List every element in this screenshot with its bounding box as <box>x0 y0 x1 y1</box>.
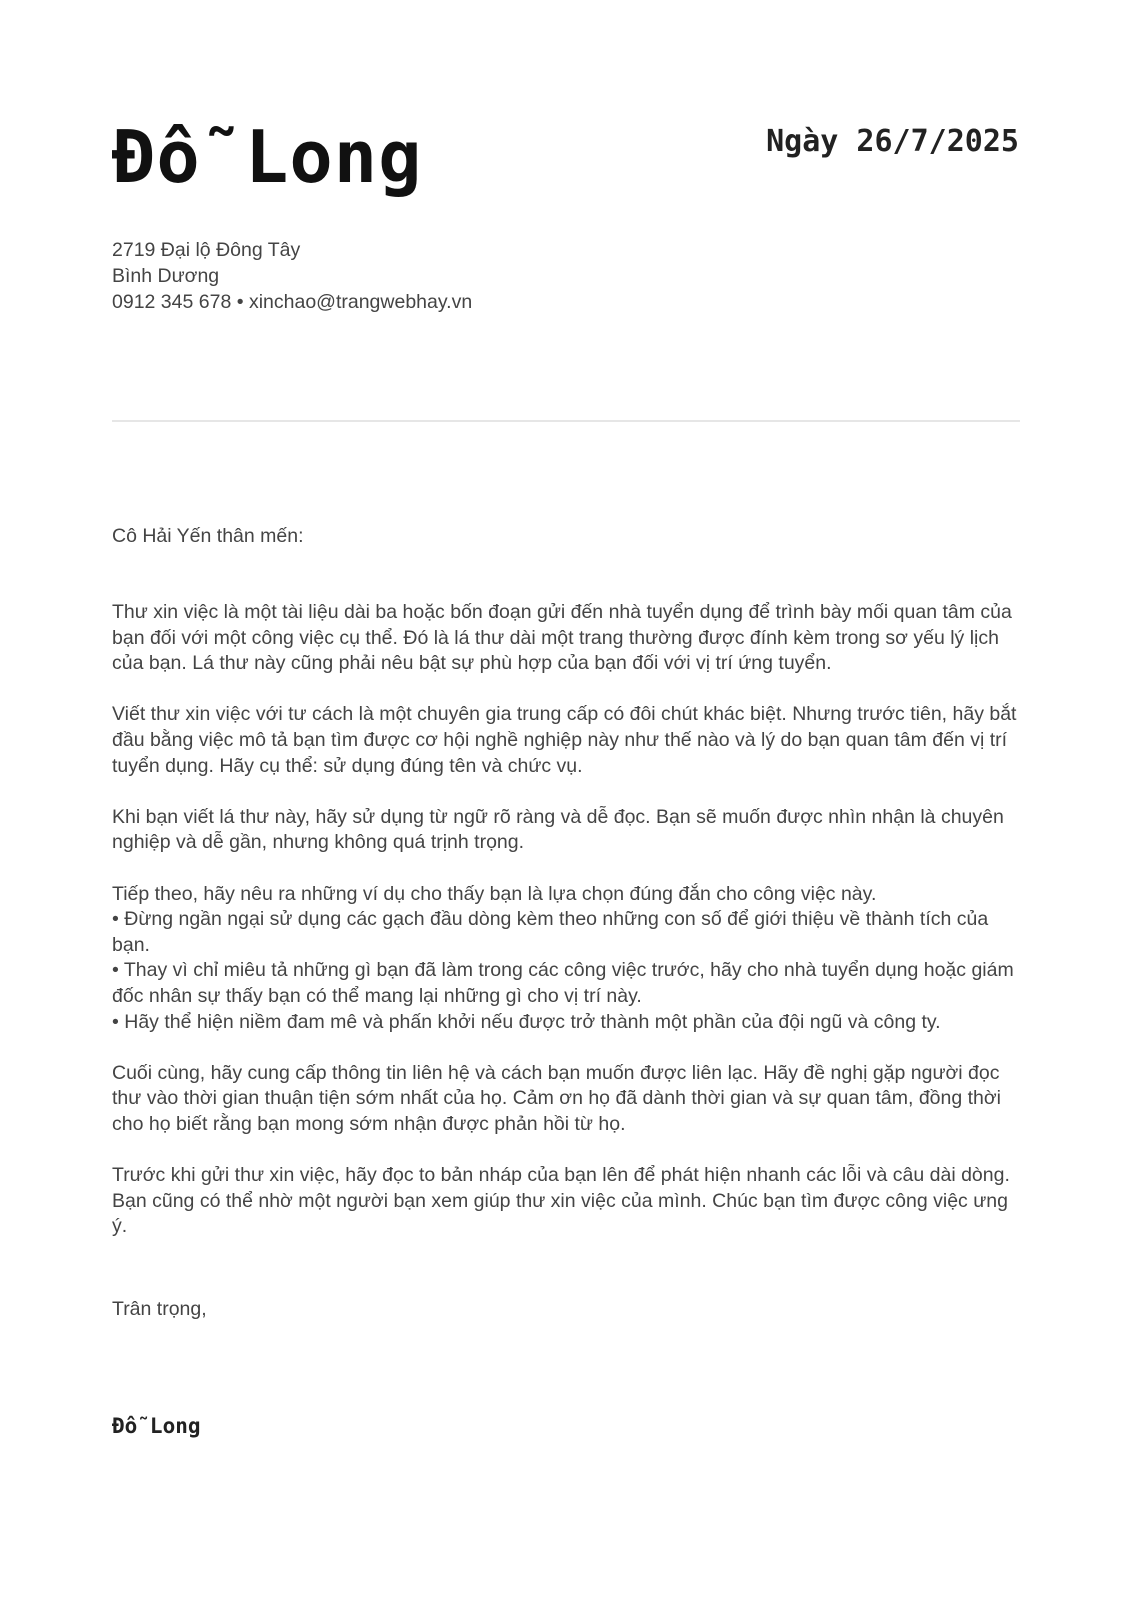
phone-email-line: 0912 345 678 • xinchao@trangwebhay.vn <box>112 291 473 313</box>
letter-body <box>112 600 1020 1265</box>
body-paragraph-6: Trước khi gửi thư xin việc, hãy đọc to bản nháp của bạn lên để phát hiện nhanh các lỗi và câu dài dòng. Bạn cũng có thể nhờ một người bạn xem giúp thư xin việc của mình. Chúc bạn tìm được công việc ưng ý. <box>112 1164 1010 1238</box>
sender-name-heading: Đỗ Long <box>112 115 423 199</box>
letter-date: Ngày 26/7/2025 <box>766 124 1019 159</box>
address-line-1: 2719 Đại lộ Đông Tây <box>112 239 301 261</box>
body-paragraph-2: Viết thư xin việc với tư cách là một chuyên gia trung cấp có đôi chút khác biệt. Nhưng trước tiên, hãy bắt đầu bằng việc mô tả bạn tìm được cơ hội nghề nghiệp này như thế nào và lý do bạn quan tâm đến vị trí tuyển dụng. Hãy cụ thể: sử dụng đúng tên và chức vụ. <box>112 703 1017 777</box>
bullet-item: • Đừng ngần ngại sử dụng các gạch đầu dòng kèm theo những con số để giới thiệu về thành tích của bạn. <box>112 908 989 956</box>
contact-block <box>112 237 472 315</box>
signature-name: Đỗ Long <box>112 1414 201 1438</box>
closing-phrase: Trân trọng, <box>112 1298 207 1320</box>
bullet-item: • Hãy thể hiện niềm đam mê và phấn khởi nếu được trở thành một phần của đội ngũ và công ty. <box>112 1010 941 1033</box>
body-paragraph-1: Thư xin việc là một tài liệu dài ba hoặc bốn đoạn gửi đến nhà tuyển dụng để trình bày mối quan tâm của bạn đối với một công việc cụ thể. Đó là lá thư dài một trang thường được đính kèm trong sơ yếu lý lịch của bạn. Lá thư này cũng phải nêu bật sự phù hợp của bạn đối với vị trí ứng tuyển. <box>112 601 1012 675</box>
body-paragraph-4 <box>112 882 1020 1036</box>
bullet-item: • Thay vì chỉ miêu tả những gì bạn đã làm trong các công việc trước, hãy cho nhà tuyển dụng hoặc giám đốc nhân sự thấy bạn có thể mang lại những gì cho vị trí này. <box>112 959 1014 1007</box>
body-paragraph-3: Khi bạn viết lá thư này, hãy sử dụng từ ngữ rõ ràng và dễ đọc. Bạn sẽ muốn được nhìn nhận là chuyên nghiệp và dễ gần, nhưng không quá trịnh trọng. <box>112 805 1004 854</box>
paragraph-4-intro: Tiếp theo, hãy nêu ra những ví dụ cho thấy bạn là lựa chọn đúng đắn cho công việc này. <box>112 882 877 905</box>
body-paragraph-5: Cuối cùng, hãy cung cấp thông tin liên hệ và cách bạn muốn được liên lạc. Hãy đề nghị gặp người đọc thư vào thời gian thuận tiện sớm nhất của họ. Cảm ơn họ đã dành thời gian và sự quan tâm, đồng thời cho họ biết rằng bạn mong sớm nhận được phản hồi từ họ. <box>112 1061 1001 1135</box>
salutation: Cô Hải Yến thân mến: <box>112 525 304 547</box>
header-divider <box>112 420 1020 422</box>
address-line-2: Bình Dương <box>112 265 220 287</box>
